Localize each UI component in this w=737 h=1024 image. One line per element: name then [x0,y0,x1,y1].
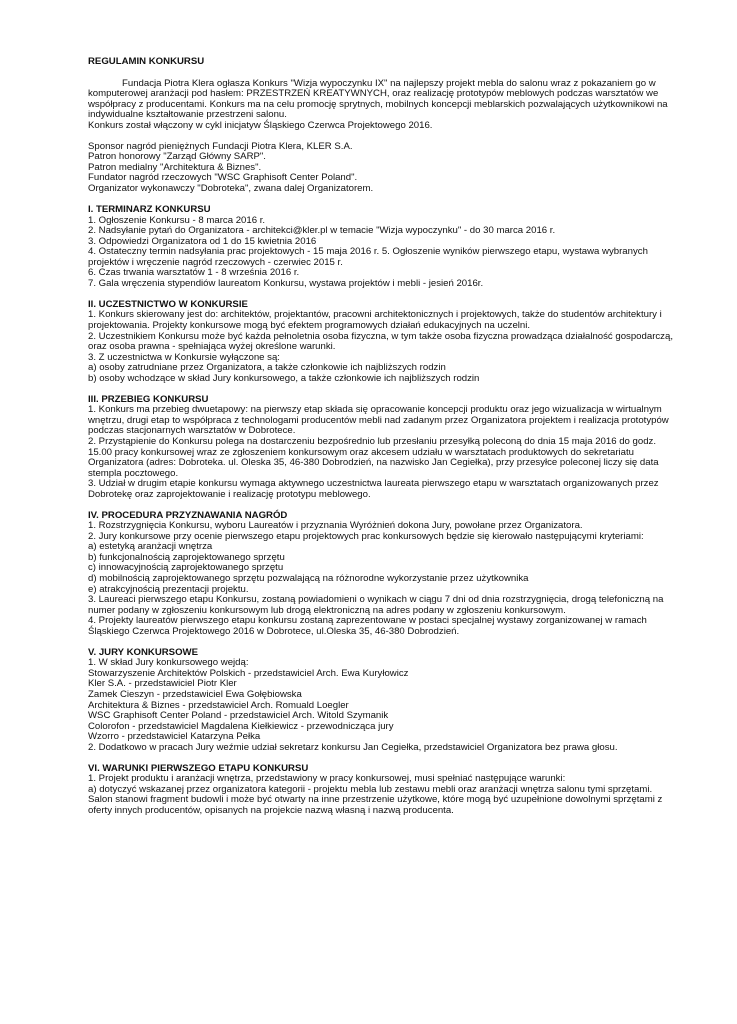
section-line: b) funkcjonalnością zaprojektowanego sprzętu [88,551,285,563]
intro-main-text: Fundacja Piotra Klera ogłasza Konkurs "Wizja wypoczynku IX" na najlepszy projekt mebla do salonu wraz z pokazaniem go w komputerowej aranżacji pod hasłem: PRZESTRZEŃ KREATYWNYCH, oraz realizację prototypów meblowych podczas warsztatów we współpracy z producentami. Konkurs ma na celu promocję sprytnych, mobilnych koncepcji meblarskich pozwalających użytkownikowi na indywidualne kształtowanie przestrzeni salonu. [88,77,668,121]
section-line: 1. Rozstrzygnięcia Konkursu, wyboru Laureatów i przyznania Wyróżnień dokona Jury, powołane przez Organizatora. [88,520,583,532]
section-uczestnictwo [88,300,675,384]
section-line: 3. Laureaci pierwszego etapu Konkursu, zostaną powiadomieni o wynikach w ciągu 7 dni od dnia rozstrzygnięcia, drogą telefoniczną na numer podany w zgłoszeniu konkursowym lub drogą elektroniczną na adres podany w zgłoszeniu konkursowym. [88,594,664,616]
section-line: 1. Ogłoszenie Konkursu - 8 marca 2016 r. [88,214,266,226]
sponsor-line: Sponsor nagród pieniężnych Fundacji Piotra Klera, KLER S.A. [88,140,353,152]
section-line: a) dotyczyć wskazanej przez organizatora kategorii - projektu mebla lub zestawu mebli oraz aranżacji wnętrza salonu tymi sprzętami. Salon stanowi fragment budowli i może być otwarty na inne przestrzenie użytkowe, które mogą być uzupełnione dowolnymi sprzętami z oferty innych producentów, opisanych na projekcie nazwą własną i nazwą producenta. [88,783,663,816]
intro-paragraph [88,79,675,132]
sponsors-block [88,142,675,195]
section-heading: II. UCZESTNICTWO W KONKURSIE [88,298,248,310]
section-line: 6. Czas trwania warsztatów 1 - 8 września 2016 r. [88,267,300,279]
section-line: Wzorro - przedstawiciel Katarzyna Pełka [88,731,261,743]
section-line: 2. Nadsyłanie pytań do Organizatora - architekci@kler.pl w temacie "Wizja wypoczynku" - do 30 marca 2016 r. [88,225,556,237]
section-warunki [88,764,675,817]
sponsor-line: Fundator nagród rzeczowych "WSC Graphisoft Center Poland". [88,172,358,184]
section-line: 3. Odpowiedzi Organizatora od 1 do 15 kwietnia 2016 [88,235,317,247]
section-heading: IV. PROCEDURA PRZYZNAWANIA NAGRÓD [88,509,288,521]
section-terminarz [88,205,675,289]
section-line: a) estetyką aranżacji wnętrza [88,541,213,553]
section-line: Kler S.A. - przedstawiciel Piotr Kler [88,678,237,690]
section-line: c) innowacyjnością zaprojektowanego sprzętu [88,562,284,574]
section-line: Colorofon - przedstawiciel Magdalena Kiełkiewicz - przewodnicząca jury [88,720,394,732]
section-line: 2. Jury konkursowe przy ocenie pierwszego etapu projektowych prac konkursowych będzie się kierowało następującymi kryteriami: [88,530,644,542]
section-line: d) mobilnością zaprojektowanego sprzętu pozwalającą na różnorodne wykorzystanie przez użytkownika [88,573,529,585]
sponsor-line: Patron medialny "Architektura & Biznes". [88,161,262,173]
section-heading: V. JURY KONKURSOWE [88,646,198,658]
section-line: 1. W skład Jury konkursowego wejdą: [88,657,249,669]
section-line: 1. Konkurs skierowany jest do: architektów, projektantów, pracowni architektonicznych i projektowych, także do studentów architektury i projektowania. Projekty konkursowe mogą być efektem programowych działań edukacyjnych na uczelni. [88,309,662,331]
section-heading: III. PRZEBIEG KONKURSU [88,393,209,405]
section-line: 3. Udział w drugim etapie konkursu wymaga aktywnego uczestnictwa laureata pierwszego etapu w warsztatach organizowanych przez Dobrotekę oraz zaprojektowanie i realizację prototypu meblowego. [88,478,659,500]
document-title: REGULAMIN KONKURSU [88,56,205,67]
intro-cycle-text: Konkurs został włączony w cykl inicjatyw Śląskiego Czerwca Projektowego 2016. [88,119,433,131]
sponsor-line: Organizator wykonawczy "Dobroteka", zwana dalej Organizatorem. [88,182,374,194]
section-heading: I. TERMINARZ KONKURSU [88,204,211,216]
section-line: 2. Przystąpienie do Konkursu polega na dostarczeniu bezpośrednio lub przesłaniu przesyłką poleconą do dnia 15 maja 2016 do godz. 15.00 pracy konkursowej wraz ze zgłoszeniem konkursowym oraz akcesem udziału w warsztatach produktowych do sekretariatu Organizatora (adres: Dobroteka. ul. Oleska 35, 46-380 Dobrodzień, na nazwisko Jan Cegiełka), przy przesyłce poleconej liczy się data stempla pocztowego. [88,435,659,479]
section-line: a) osoby zatrudniane przez Organizatora, a także członkowie ich najbliższych rodzin [88,362,446,374]
section-line: 3. Z uczestnictwa w Konkursie wyłączone są: [88,351,280,363]
section-procedura [88,511,675,638]
section-jury [88,648,675,753]
section-line: 2. Uczestnikiem Konkursu może być każda pełnoletnia osoba fizyczna, w tym także osoba fizyczna prowadząca działalność gospodarczą, oraz osoba prawna - spełniająca wyżej określone warunki. [88,330,673,353]
section-line: e) atrakcyjnością prezentacji projektu. [88,583,249,595]
section-line: Architektura & Biznes - przedstawiciel Arch. Romuald Loegler [88,699,349,711]
section-line: WSC Graphisoft Center Poland - przedstawiciel Arch. Witold Szymanik [88,710,389,722]
section-line: 4. Ostateczny termin nadsyłania prac projektowych - 15 maja 2016 r. 5. Ogłoszenie wyników pierwszego etapu, wystawa wybranych projektów i wręczenie nagród rzeczowych - czerwiec 2015 r. [88,246,648,268]
section-line: b) osoby wchodzące w skład Jury konkursowego, a także członkowie ich najbliższych rodzin [88,372,480,384]
section-line: 1. Konkurs ma przebieg dwuetapowy: na pierwszy etap składa się opracowanie koncepcji produktu oraz jego wizualizacja w wirtualnym wnętrzu, drugi etap to współpraca z technologami producentów mebli nad zadanym przez Organizatora projektem i realizacja prototypów podczas stacjonarnych warsztatów w Dobrotece. [88,404,669,437]
section-przebieg [88,395,675,500]
section-heading: VI. WARUNKI PIERWSZEGO ETAPU KONKURSU [88,762,309,774]
section-line: 2. Dodatkowo w pracach Jury weźmie udział sekretarz konkursu Jan Cegiełka, przedstawiciel Organizatora bez prawa głosu. [88,741,618,753]
section-line: Zamek Cieszyn - przedstawiciel Ewa Gołębiowska [88,688,302,700]
sponsor-line: Patron honorowy "Zarząd Główny SARP". [88,151,266,163]
section-line: 7. Gala wręczenia stypendiów laureatom Konkursu, wystawa projektów i mebli - jesień 2016r. [88,277,484,289]
section-line: 4. Projekty laureatów pierwszego etapu konkursu zostaną zaprezentowane w postaci specjalnej wystawy zorganizowanej w ramach Śląskiego Czerwca Projektowego 2016 w Dobrotece, ul.Oleska 35, 46-380 Dobrodzień. [88,615,647,637]
section-line: 1. Projekt produktu i aranżacji wnętrza, przedstawiony w pracy konkursowej, musi spełniać następujące warunki: [88,773,566,785]
section-line: Stowarzyszenie Architektów Polskich - przedstawiciel Arch. Ewa Kuryłowicz [88,667,409,679]
